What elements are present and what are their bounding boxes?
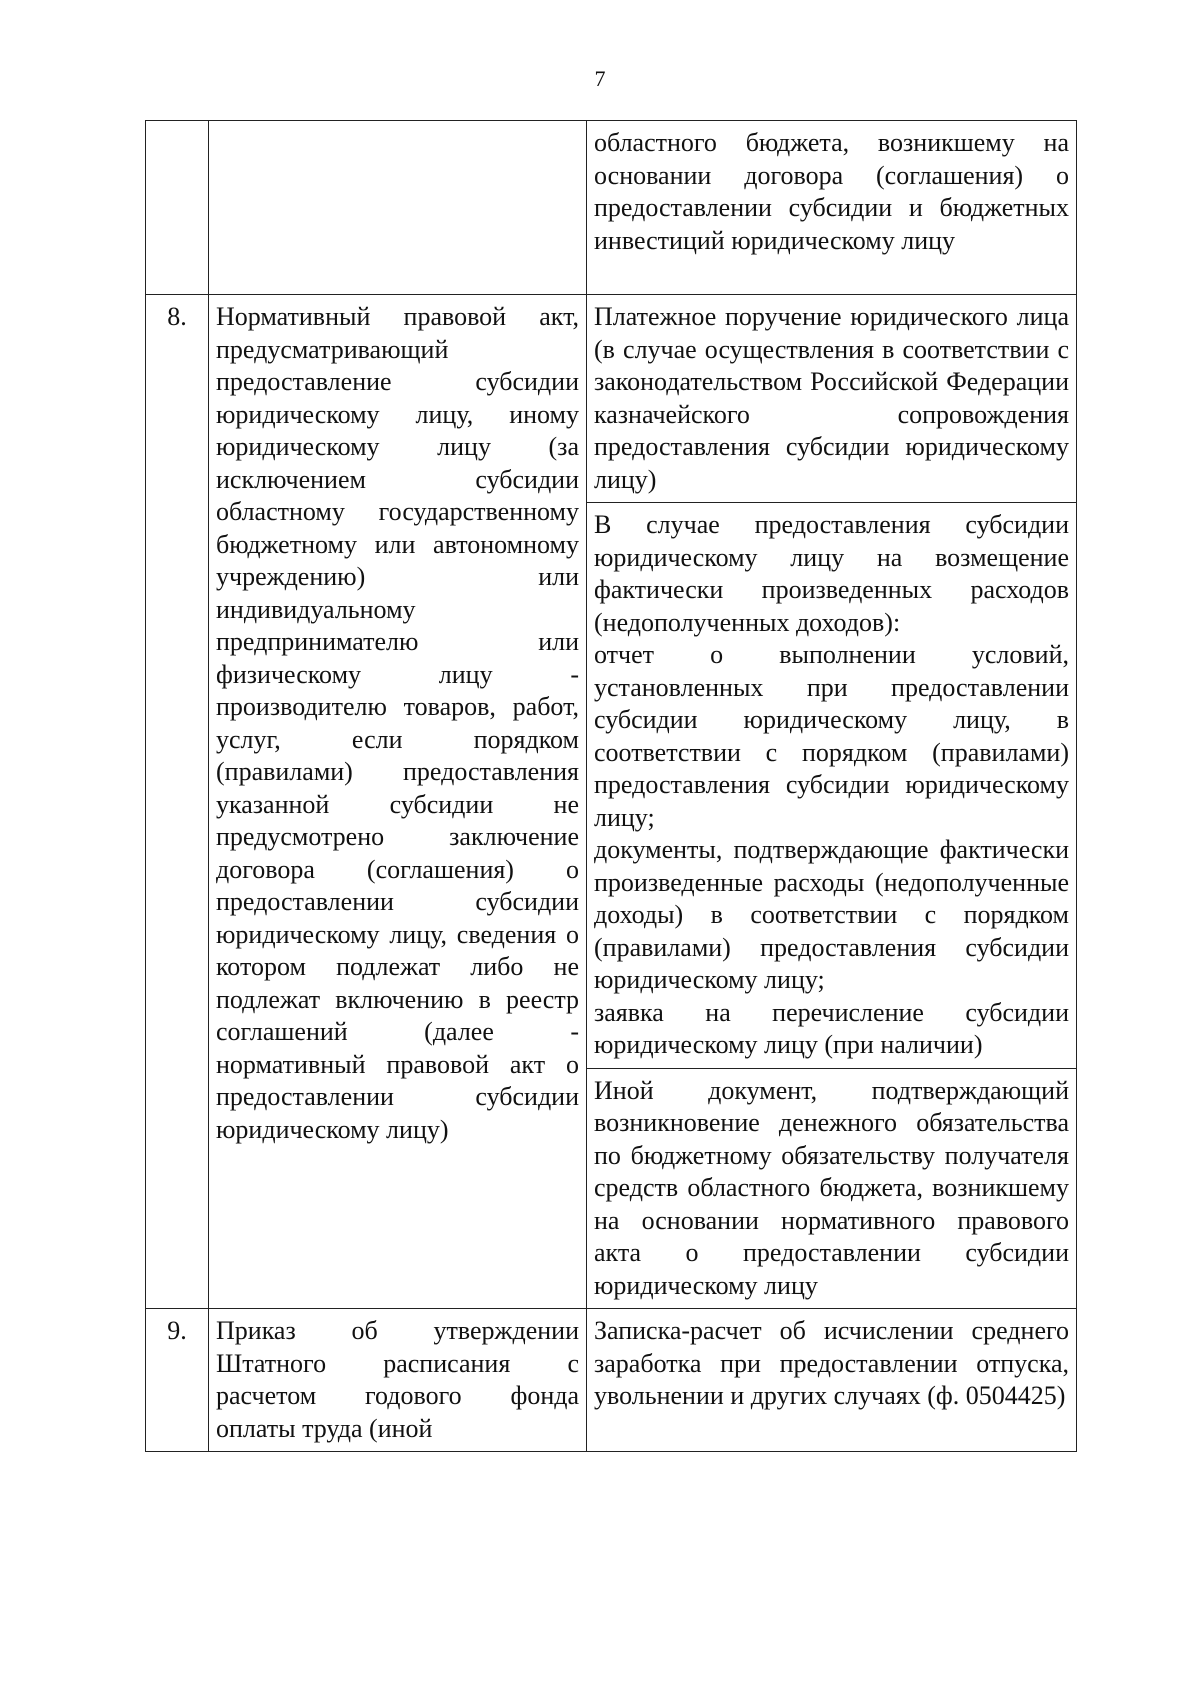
basis-document-cell <box>209 295 587 1309</box>
document-table <box>145 120 1077 1452</box>
supporting-document-part <box>587 295 1076 503</box>
row-number-cell: 8. <box>146 295 209 1309</box>
row-number-cell <box>146 121 209 295</box>
basis-document-cell <box>209 1309 587 1452</box>
row-number-cell: 9. <box>146 1309 209 1452</box>
supporting-document-text: областного бюджета, возникшему на основании договора (соглашения) о предоставлении субсидии и бюджетных инвестиций юридическому лицу <box>594 128 1069 255</box>
supporting-document-text: Записка-расчет об исчислении среднего заработка при предоставлении отпуска, увольнении и других случаях (ф. 0504425) <box>594 1316 1069 1410</box>
supporting-document-part <box>587 1069 1076 1309</box>
supporting-document-cell <box>587 295 1077 1309</box>
basis-document-text: Приказ об утверждении Штатного расписания с расчетом годового фонда оплаты труда (иной <box>216 1316 579 1443</box>
table-row <box>146 121 1077 295</box>
basis-document-cell <box>209 121 587 295</box>
table-row <box>146 295 1077 1309</box>
table-row <box>146 1309 1077 1452</box>
supporting-document-text: Платежное поручение юридического лица (в случае осуществления в соответствии с законодательством Российской Федерации казначейского сопровождения предоставления субсидии юридическому лицу) <box>594 302 1069 494</box>
page-number: 7 <box>594 66 606 91</box>
supporting-document-text: Иной документ, подтверждающий возникновение денежного обязательства по бюджетному обязательству получателя средств областного бюджета, возникшему на основании нормативного правового акта о предоставлении субсидии юридическому лицу <box>594 1075 1069 1300</box>
supporting-document-text: В случае предоставления субсидии юридическому лицу на возмещение фактически произведенных расходов (недополученных доходов): отчет о выполнении условий, установленных при предоставлении субсидии юридическому лицу, в соответствии с порядком (правилами) предоставления субсидии юридическому лицу; документы, подтверждающие фактически произведенные расходы (недополученные доходы) в соответствии с порядком (правилами) предоставления субсидии юридическому лицу; заявка на перечисление субсидии юридическому лицу (при наличии) <box>594 510 1069 1059</box>
supporting-document-cell <box>587 1309 1077 1452</box>
supporting-document-cell <box>587 121 1077 295</box>
basis-document-text: Нормативный правовой акт, предусматривающий предоставление субсидии юридическому лицу, иному юридическому лицу (за исключением субсидии областному государственному бюджетному или автономному учреждению) или индивидуальному предпринимателю или физическому лицу - производителю товаров, работ, услуг, если порядком (правилами) предоставления указанной субсидии не предусмотрено заключение договора (соглашения) о предоставлении субсидии юридическому лицу, сведения о котором подлежат либо не подлежат включению в реестр соглашений (далее - нормативный правовой акт о предоставлении субсидии юридическому лицу) <box>216 302 579 1144</box>
supporting-document-part <box>587 503 1076 1069</box>
